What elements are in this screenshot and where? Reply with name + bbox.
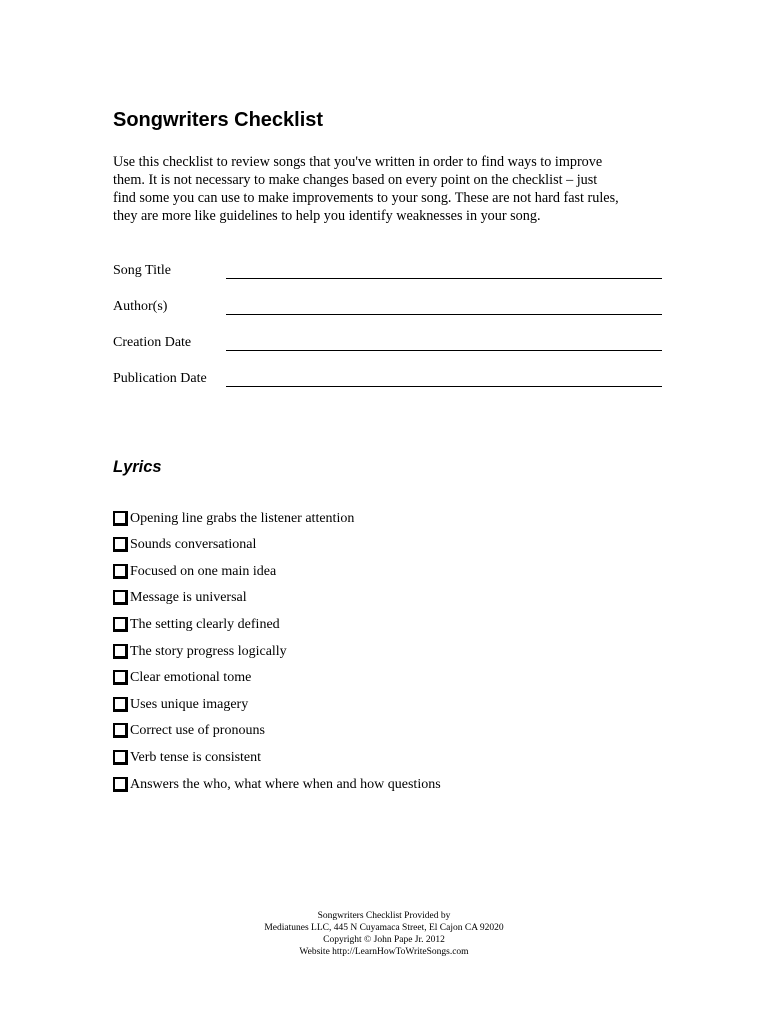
intro-line: them. It is not necessary to make changes based on every point on the checklist – just <box>113 172 598 188</box>
creation-date-label: Creation Date <box>113 335 192 350</box>
checkbox[interactable] <box>113 537 128 552</box>
footer-credit: Songwriters Checklist Provided by <box>317 911 451 921</box>
checkbox[interactable] <box>113 777 128 792</box>
checklist-item-label: Sounds conversational <box>130 537 257 553</box>
footer-website: Website http://LearnHowToWriteSongs.com <box>299 947 469 957</box>
checkbox[interactable] <box>113 617 128 632</box>
song-title-blank-line[interactable] <box>226 278 662 279</box>
publication-date-blank-line[interactable] <box>226 386 662 387</box>
checklist-item-label: Opening line grabs the listener attention <box>130 510 355 526</box>
checklist-item <box>113 690 441 717</box>
creation-date-blank-line[interactable] <box>226 350 662 351</box>
checkbox[interactable] <box>113 723 128 738</box>
publication-date-label: Publication Date <box>113 371 207 386</box>
checkbox[interactable] <box>113 750 128 765</box>
publication-date-field <box>113 370 662 392</box>
checklist-item-label: Verb tense is consistent <box>130 749 262 765</box>
checklist-item-label: The setting clearly defined <box>130 616 280 632</box>
checklist-item <box>113 610 441 637</box>
footer-address: Mediatunes LLC, 445 N Cuyamaca Street, El Cajon CA 92020 <box>264 923 504 933</box>
checklist-item <box>113 504 441 531</box>
footer-copyright: Copyright © John Pape Jr. 2012 <box>323 935 445 945</box>
checkbox[interactable] <box>113 590 128 605</box>
checkbox[interactable] <box>113 697 128 712</box>
checkbox[interactable] <box>113 564 128 579</box>
checklist-item <box>113 743 441 770</box>
checklist-item-label: Message is universal <box>130 590 247 606</box>
lyrics-checklist <box>113 504 441 797</box>
intro-line: they are more like guidelines to help you identify weaknesses in your song. <box>113 208 541 224</box>
checklist-item <box>113 637 441 664</box>
page-title: Songwriters Checklist <box>113 109 324 131</box>
authors-label: Author(s) <box>113 299 168 314</box>
checklist-item-label: Focused on one main idea <box>130 563 277 579</box>
authors-field <box>113 298 662 320</box>
checklist-item-label: Uses unique imagery <box>130 696 249 712</box>
authors-blank-line[interactable] <box>226 314 662 315</box>
checkbox[interactable] <box>113 670 128 685</box>
checkbox[interactable] <box>113 511 128 526</box>
checkbox[interactable] <box>113 644 128 659</box>
checklist-item-label: Clear emotional tome <box>130 670 252 686</box>
creation-date-field <box>113 334 662 356</box>
checklist-item <box>113 584 441 611</box>
lyrics-heading: Lyrics <box>113 458 162 476</box>
checklist-item-label: Answers the who, what where when and how questions <box>130 776 441 792</box>
checklist-item <box>113 664 441 691</box>
intro-line: find some you can use to make improvements to your song. These are not hard fast rules, <box>113 190 619 206</box>
checklist-item <box>113 557 441 584</box>
intro-paragraph <box>113 153 673 225</box>
checklist-item <box>113 717 441 744</box>
song-title-field <box>113 262 662 284</box>
intro-line: Use this checklist to review songs that you've written in order to find ways to improve <box>113 154 603 170</box>
checklist-item-label: The story progress logically <box>130 643 287 659</box>
checklist-item <box>113 770 441 797</box>
song-title-label: Song Title <box>113 263 171 278</box>
checklist-item <box>113 531 441 558</box>
checklist-item-label: Correct use of pronouns <box>130 723 265 739</box>
page-footer <box>0 910 768 958</box>
